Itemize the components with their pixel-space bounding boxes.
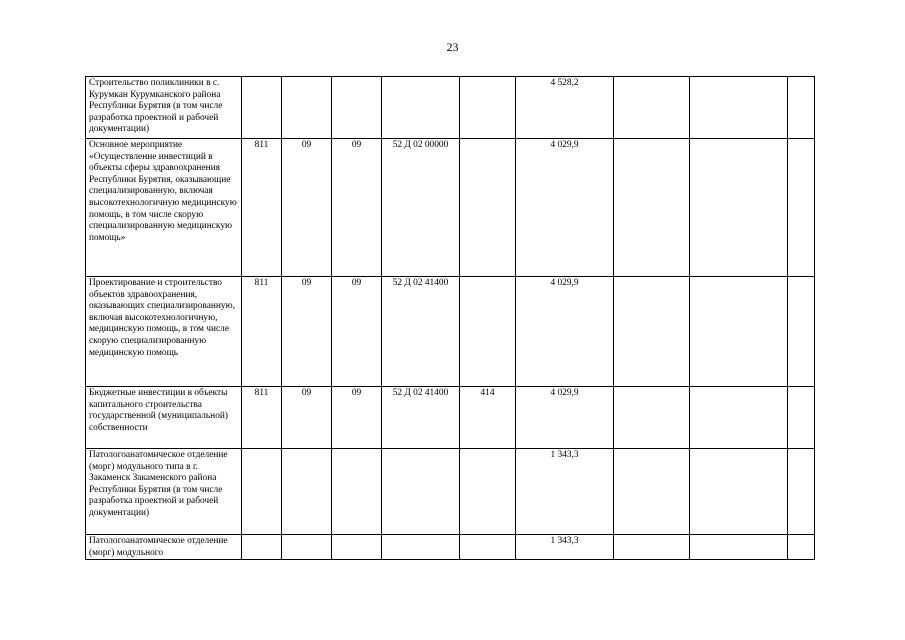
cell-ministry [242,535,282,560]
cell-ministry: 811 [242,387,282,449]
cell-empty [614,139,690,277]
cell-expense [460,449,516,535]
cell-empty [690,77,788,139]
cell-target: 52 Д 02 00000 [382,139,460,277]
cell-subsection: 09 [332,139,382,277]
cell-amount: 4 528,2 [516,77,614,139]
cell-target [382,535,460,560]
cell-name: Проектирование и строительство объектов здравоохранения, оказывающих специализированную, включая высокотехнологичную, медицинскую помощь, в том числе скорую специализированную медицинскую помощь [86,277,242,387]
cell-section: 09 [282,139,332,277]
cell-name: Основное мероприятие «Осуществление инвестиций в объекты сферы здравоохранения Республики Бурятия, оказывающие специализированную, включая высокотехнологичную медицинскую помощь, в том числе скорую специализированную медицинскую помощь» [86,139,242,277]
cell-empty [690,139,788,277]
cell-amount: 1 343,3 [516,449,614,535]
cell-ministry: 811 [242,277,282,387]
cell-name: Бюджетные инвестиции в объекты капитального строительства государственной (муниципальной) собственности [86,387,242,449]
cell-expense [460,277,516,387]
cell-empty [690,535,788,560]
cell-target: 52 Д 02 41400 [382,277,460,387]
cell-empty [788,77,815,139]
cell-section [282,77,332,139]
cell-empty [614,77,690,139]
cell-empty [614,277,690,387]
cell-amount: 4 029,9 [516,277,614,387]
cell-subsection [332,449,382,535]
cell-ministry [242,77,282,139]
cell-subsection: 09 [332,387,382,449]
cell-section: 09 [282,277,332,387]
cell-target [382,449,460,535]
cell-empty [690,387,788,449]
budget-table [85,76,815,560]
cell-empty [788,387,815,449]
cell-amount: 1 343,3 [516,535,614,560]
cell-section: 09 [282,387,332,449]
page-number: 23 [446,40,459,54]
budget-table-body [86,77,815,560]
cell-name: Патологоанатомическое отделение (морг) модульного типа в г. Закаменск Закаменского района Республики Бурятия (в том числе разработка проектной и рабочей документации) [86,449,242,535]
cell-empty [788,277,815,387]
cell-ministry [242,449,282,535]
cell-empty [788,449,815,535]
table-row [86,449,815,535]
table-row [86,139,815,277]
cell-subsection [332,77,382,139]
cell-empty [788,535,815,560]
cell-amount: 4 029,9 [516,139,614,277]
cell-expense [460,77,516,139]
table-row [86,387,815,449]
cell-name: Строительство поликлиники в с. Курумкан Курумканского района Республики Бурятия (в том числе разработка проектной и рабочей документации) [86,77,242,139]
cell-amount: 4 029,9 [516,387,614,449]
cell-empty [614,449,690,535]
cell-empty [614,535,690,560]
cell-empty [690,277,788,387]
cell-expense [460,535,516,560]
cell-empty [788,139,815,277]
cell-expense: 414 [460,387,516,449]
cell-section [282,535,332,560]
cell-empty [614,387,690,449]
cell-ministry: 811 [242,139,282,277]
cell-name: Патологоанатомическое отделение (морг) модульного [86,535,242,560]
table-row [86,535,815,560]
cell-subsection: 09 [332,277,382,387]
cell-target: 52 Д 02 41400 [382,387,460,449]
table-row [86,77,815,139]
cell-empty [690,449,788,535]
cell-subsection [332,535,382,560]
cell-section [282,449,332,535]
cell-target [382,77,460,139]
table-row [86,277,815,387]
cell-expense [460,139,516,277]
